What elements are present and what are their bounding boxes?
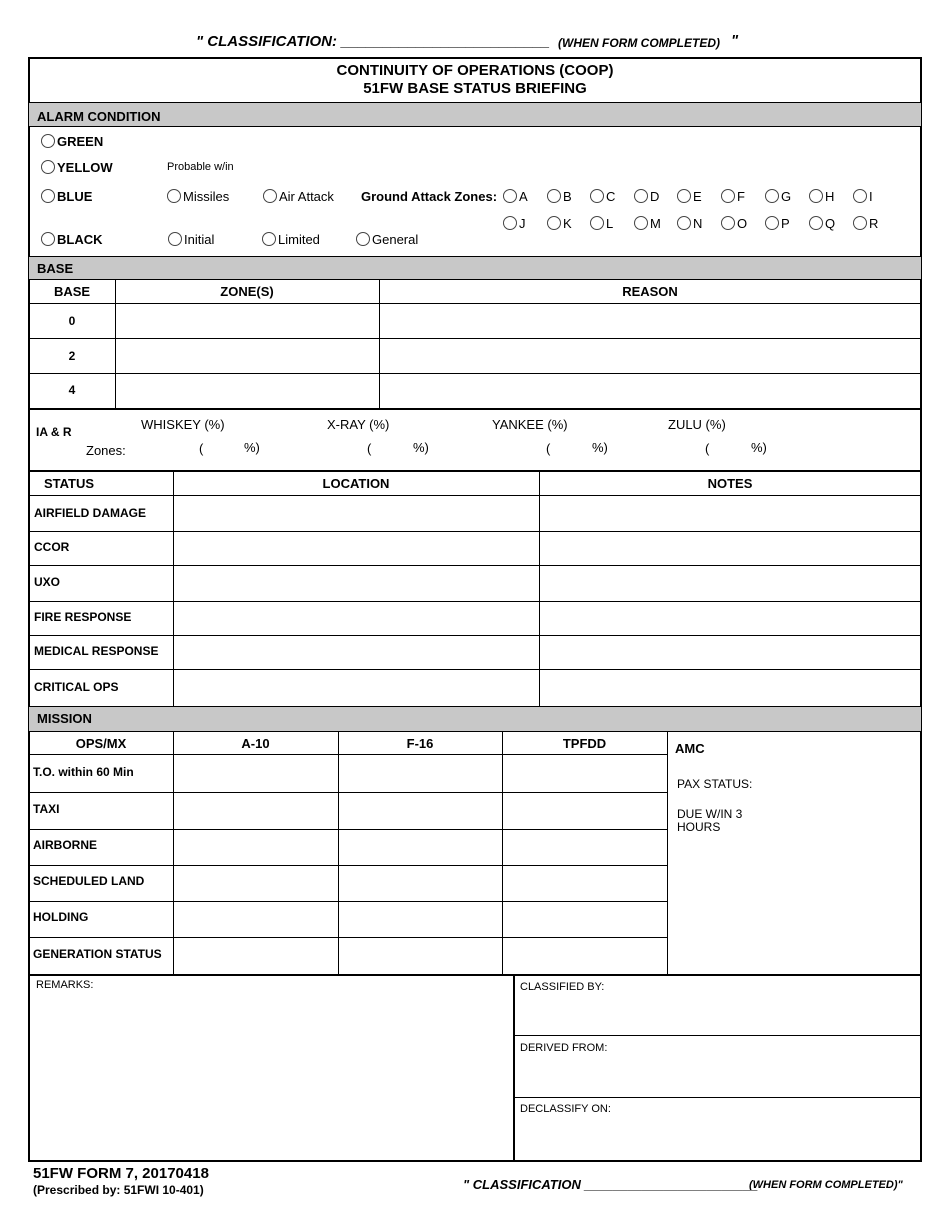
ground-zone-option[interactable]: F [721, 189, 745, 204]
mission-a10-input[interactable] [175, 832, 336, 862]
xray-pct: %) [413, 440, 429, 455]
top-when-completed: (WHEN FORM COMPLETED) [558, 36, 720, 50]
mission-row-label: AIRBORNE [33, 838, 98, 852]
mission-row-label: T.O. within 60 Min [33, 764, 134, 779]
yankee-pct: %) [592, 440, 608, 455]
zone-radio-icon[interactable] [503, 189, 517, 203]
row-divider [29, 865, 667, 866]
form-title: CONTINUITY OF OPERATIONS (COOP) [336, 62, 614, 79]
xray-label: X-RAY (%) [327, 417, 390, 432]
form-subtitle: 51FW BASE STATUS BRIEFING [363, 80, 587, 97]
base-0-reason-input[interactable] [381, 306, 919, 336]
due-hours-label: HOURS [677, 820, 721, 834]
yankee-label: YANKEE (%) [492, 417, 568, 432]
classified-by-input[interactable] [520, 998, 916, 1030]
mission-f16-input[interactable] [340, 832, 500, 862]
mission-row-label: TAXI [33, 801, 60, 816]
mission-tpfdd-input[interactable] [504, 904, 665, 934]
status-notes-input[interactable] [542, 672, 918, 703]
initial-option[interactable]: Initial [168, 232, 214, 247]
ground-zone-option[interactable]: C [590, 189, 615, 204]
whiskey-pct-input[interactable] [207, 439, 241, 457]
zone-radio-icon[interactable] [547, 189, 561, 203]
top-close-quote: " [731, 32, 739, 49]
derived-from-label: DERIVED FROM: [520, 1042, 608, 1054]
status-row-label: CRITICAL OPS [34, 679, 119, 694]
row-divider [29, 601, 921, 602]
status-location-input[interactable] [176, 672, 536, 703]
prescribed-by: (Prescribed by: 51FWI 10-401) [33, 1183, 204, 1197]
row-divider [29, 937, 667, 938]
mission-row-label: HOLDING [33, 910, 89, 924]
ground-attack-zones-label: Ground Attack Zones: [361, 189, 498, 204]
limited-option[interactable]: Limited [262, 232, 320, 247]
ground-zone-option[interactable]: H [809, 189, 834, 204]
mission-tpfdd-input[interactable] [504, 795, 665, 826]
mission-section-band [29, 706, 921, 732]
ground-zone-option[interactable]: N [677, 216, 702, 231]
a10-col-header: A-10 [241, 736, 270, 751]
status-location-input[interactable] [176, 638, 536, 666]
alarm-blue-option[interactable]: BLUE [41, 189, 92, 204]
location-col-header: LOCATION [322, 476, 390, 491]
xray-pct-input[interactable] [375, 439, 409, 457]
limited-radio-icon[interactable] [262, 232, 276, 246]
zone-radio-icon[interactable] [590, 216, 604, 230]
status-row-label: UXO [34, 575, 61, 589]
yankee-pct-input[interactable] [554, 439, 588, 457]
initial-radio-icon[interactable] [168, 232, 182, 246]
form-id: 51FW FORM 7, 20170418 [33, 1165, 209, 1182]
zone-radio-icon[interactable] [809, 216, 823, 230]
zones-col-header: ZONE(S) [220, 284, 274, 299]
zulu-pct: %) [751, 440, 767, 455]
base-0-zones-input[interactable] [117, 306, 377, 336]
zulu-paren: ( [705, 441, 710, 456]
status-location-input[interactable] [176, 604, 536, 632]
mission-a10-input[interactable] [175, 795, 336, 826]
row-divider [29, 635, 921, 636]
status-location-input[interactable] [176, 568, 536, 598]
ground-zone-option[interactable]: O [721, 216, 747, 231]
base-row-label: 0 [68, 314, 76, 328]
zone-radio-icon[interactable] [853, 189, 867, 203]
iar-label: IA & R [36, 425, 72, 439]
mission-f16-input[interactable] [340, 940, 500, 971]
alarm-section-band [29, 102, 921, 127]
ground-zone-option[interactable]: K [547, 216, 572, 231]
mission-section-title: MISSION [37, 711, 92, 726]
alarm-green-option[interactable]: GREEN [41, 134, 103, 149]
row-divider [29, 792, 667, 793]
ground-zone-option[interactable]: L [590, 216, 613, 231]
bottom-when-completed: (WHEN FORM COMPLETED)" [749, 1179, 903, 1191]
row-divider [29, 565, 921, 566]
zone-radio-icon[interactable] [677, 216, 691, 230]
whiskey-paren: ( [199, 441, 204, 456]
status-notes-input[interactable] [542, 534, 918, 562]
green-radio-icon[interactable] [41, 134, 55, 148]
zone-radio-icon[interactable] [721, 216, 735, 230]
status-row-label: AIRFIELD DAMAGE [34, 505, 146, 520]
mission-tpfdd-input[interactable] [504, 758, 665, 789]
ground-zone-option[interactable]: D [634, 189, 659, 204]
yankee-paren: ( [546, 441, 551, 456]
alarm-yellow-option[interactable]: YELLOW [41, 160, 113, 175]
ground-zone-option[interactable]: B [547, 189, 572, 204]
zone-radio-icon[interactable] [547, 216, 561, 230]
air-attack-radio-icon[interactable] [263, 189, 277, 203]
tpfdd-col-header: TPFDD [562, 736, 607, 751]
black-radio-icon[interactable] [41, 232, 55, 246]
reason-col-header: REASON [622, 284, 678, 299]
row-divider [29, 669, 921, 670]
remarks-label: REMARKS: [36, 979, 94, 991]
zone-radio-icon[interactable] [809, 189, 823, 203]
air-attack-option[interactable]: Air Attack [263, 189, 334, 204]
status-row-label: CCOR [34, 540, 70, 554]
zone-radio-icon[interactable] [765, 189, 779, 203]
declassify-on-input[interactable] [520, 1120, 916, 1152]
bottom-classification-label: " CLASSIFICATION ________________________ [463, 1177, 758, 1192]
status-notes-input[interactable] [542, 638, 918, 666]
pax-status-label: PAX STATUS: [677, 777, 753, 791]
mission-row-label: SCHEDULED LAND [33, 874, 145, 888]
ground-zone-option[interactable]: A [503, 189, 528, 204]
zone-radio-icon[interactable] [721, 189, 735, 203]
mission-a10-input[interactable] [175, 868, 336, 898]
classified-by-label: CLASSIFIED BY: [520, 981, 605, 993]
xray-paren: ( [367, 441, 372, 456]
declassify-on-label: DECLASSIFY ON: [520, 1103, 611, 1115]
notes-col-header: NOTES [707, 476, 753, 491]
mission-f16-input[interactable] [340, 758, 500, 789]
base-col-header: BASE [53, 284, 91, 299]
row-divider [29, 901, 667, 902]
zulu-label: ZULU (%) [668, 417, 726, 432]
due-within-label: DUE W/IN 3 [677, 807, 743, 821]
general-option[interactable]: General [356, 232, 418, 247]
base-4-zones-input[interactable] [117, 376, 377, 406]
base-row-label: 2 [68, 349, 76, 363]
base-2-reason-input[interactable] [381, 341, 919, 371]
amc-label: AMC [675, 741, 705, 756]
zone-radio-icon[interactable] [765, 216, 779, 230]
mission-a10-input[interactable] [175, 904, 336, 934]
row-divider [29, 829, 667, 830]
ground-zone-option[interactable]: R [853, 216, 878, 231]
mission-f16-input[interactable] [340, 868, 500, 898]
status-row-label: MEDICAL RESPONSE [34, 644, 159, 658]
yellow-radio-icon[interactable] [41, 160, 55, 174]
mission-f16-input[interactable] [340, 904, 500, 934]
status-location-input[interactable] [176, 534, 536, 562]
missiles-radio-icon[interactable] [167, 189, 181, 203]
base-2-zones-input[interactable] [117, 341, 377, 371]
zone-radio-icon[interactable] [503, 216, 517, 230]
status-notes-input[interactable] [542, 568, 918, 598]
base-4-reason-input[interactable] [381, 376, 919, 406]
ground-zone-option[interactable]: P [765, 216, 790, 231]
alarm-section-title: ALARM CONDITION [37, 109, 161, 124]
base-row-label: 4 [68, 383, 76, 397]
mission-a10-input[interactable] [175, 758, 336, 789]
f16-col-header: F-16 [406, 736, 434, 751]
probable-within-label: Probable w/in [167, 161, 234, 173]
ground-zone-option[interactable]: I [853, 189, 873, 204]
zone-radio-icon[interactable] [853, 216, 867, 230]
mission-row-label: GENERATION STATUS [33, 946, 162, 961]
zone-radio-icon[interactable] [634, 216, 648, 230]
top-classification-label: " CLASSIFICATION: _________________________ [196, 33, 550, 50]
blue-radio-icon[interactable] [41, 189, 55, 203]
zone-radio-icon[interactable] [677, 189, 691, 203]
whiskey-pct: %) [244, 440, 260, 455]
mission-tpfdd-input[interactable] [504, 868, 665, 898]
base-section-band [29, 256, 921, 280]
derived-from-input[interactable] [520, 1059, 916, 1091]
mission-a10-input[interactable] [175, 940, 336, 971]
ground-zone-option[interactable]: M [634, 216, 661, 231]
whiskey-label: WHISKEY (%) [141, 417, 225, 432]
row-divider [29, 531, 921, 532]
ground-zone-option[interactable]: J [503, 216, 526, 231]
status-location-input[interactable] [176, 499, 536, 528]
base-section-title: BASE [37, 261, 74, 276]
alarm-black-option[interactable]: BLACK [41, 232, 103, 247]
remarks-textarea[interactable] [34, 995, 508, 1155]
opsmx-col-header: OPS/MX [75, 736, 127, 751]
status-row-label: FIRE RESPONSE [34, 610, 132, 624]
ground-zone-option[interactable]: E [677, 189, 702, 204]
zulu-pct-input[interactable] [713, 439, 747, 457]
mission-tpfdd-input[interactable] [504, 832, 665, 862]
ground-zone-option[interactable]: Q [809, 216, 835, 231]
missiles-option[interactable]: Missiles [167, 189, 229, 204]
status-notes-input[interactable] [542, 499, 918, 528]
ground-zone-option[interactable]: G [765, 189, 791, 204]
mission-tpfdd-input[interactable] [504, 940, 665, 971]
iar-zones-label: Zones: [86, 443, 126, 458]
status-col-header: STATUS [43, 476, 95, 491]
status-notes-input[interactable] [542, 604, 918, 632]
zone-radio-icon[interactable] [590, 189, 604, 203]
general-radio-icon[interactable] [356, 232, 370, 246]
zone-radio-icon[interactable] [634, 189, 648, 203]
mission-f16-input[interactable] [340, 795, 500, 826]
